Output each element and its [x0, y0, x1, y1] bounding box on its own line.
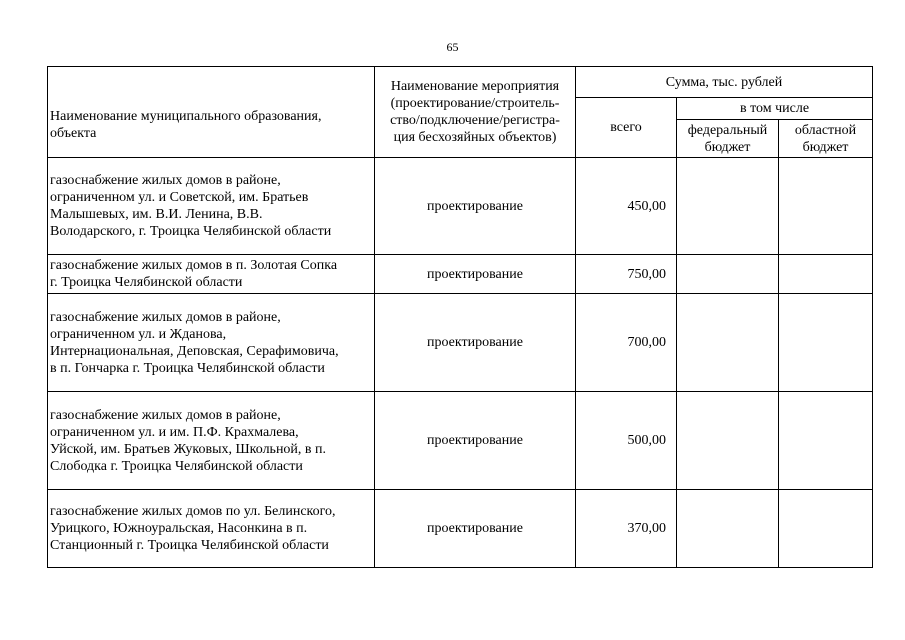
header-including: в том числе — [677, 98, 873, 120]
row-activity: проектирование — [375, 158, 576, 255]
table-row — [48, 392, 873, 490]
row-activity: проектирование — [375, 255, 576, 294]
row-activity: проектирование — [375, 294, 576, 392]
row-activity: проектирование — [375, 392, 576, 490]
table-row — [48, 294, 873, 392]
row-federal — [677, 255, 779, 294]
row-federal — [677, 392, 779, 490]
row-total: 450,00 — [576, 158, 677, 255]
header-federal: федеральный бюджет — [677, 120, 779, 158]
row-total: 700,00 — [576, 294, 677, 392]
row-regional — [779, 255, 873, 294]
page-number: 65 — [446, 40, 459, 54]
row-total: 500,00 — [576, 392, 677, 490]
row-name: газоснабжение жилых домов в районе, ограниченном ул. и Жданова, Интернациональная, Деповская, Серафимовича, в п. Гончарка г. Троицка Челябинской области — [48, 294, 375, 392]
header-sum: Сумма, тыс. рублей — [576, 67, 873, 98]
table-row — [48, 490, 873, 568]
header-name: Наименование муниципального образования, объекта — [48, 67, 375, 158]
row-total: 370,00 — [576, 490, 677, 568]
row-total: 750,00 — [576, 255, 677, 294]
row-name: газоснабжение жилых домов в п. Золотая Сопка г. Троицка Челябинской области — [48, 255, 375, 294]
row-federal — [677, 294, 779, 392]
row-federal — [677, 490, 779, 568]
table-row — [48, 158, 873, 255]
row-name: газоснабжение жилых домов в районе, ограниченном ул. и Советской, им. Братьев Малышевых, им. В.И. Ленина, В.В. Володарского, г. Троицка Челябинской области — [48, 158, 375, 255]
row-regional — [779, 158, 873, 255]
row-name: газоснабжение жилых домов в районе, ограниченном ул. и им. П.Ф. Крахмалева, Уйской, им. Братьев Жуковых, Школьной, в п. Слободка г. Троицка Челябинской области — [48, 392, 375, 490]
row-name: газоснабжение жилых домов по ул. Белинского, Урицкого, Южноуральская, Насонкина в п. Станционный г. Троицка Челябинской области — [48, 490, 375, 568]
header-regional: областной бюджет — [779, 120, 873, 158]
row-activity: проектирование — [375, 490, 576, 568]
row-regional — [779, 392, 873, 490]
header-total: всего — [576, 98, 677, 158]
row-regional — [779, 294, 873, 392]
row-federal — [677, 158, 779, 255]
header-activity: Наименование мероприятия (проектирование/строитель- ство/подключение/регистра- ция бесхозяйных объектов) — [375, 67, 576, 158]
header-row-1 — [48, 67, 873, 98]
row-regional — [779, 490, 873, 568]
table-row — [48, 255, 873, 294]
budget-table — [47, 66, 873, 568]
